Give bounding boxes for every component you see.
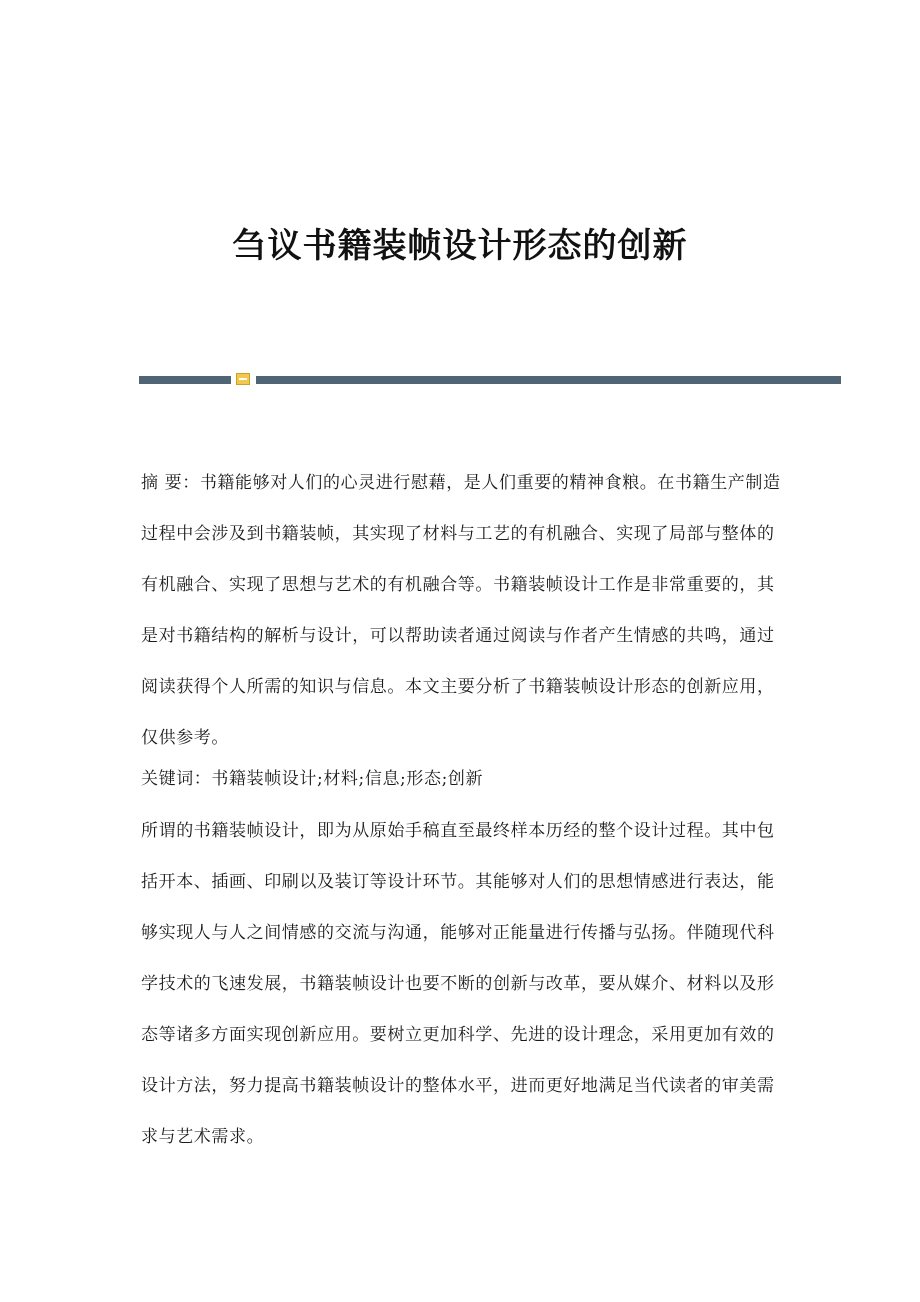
divider-bar-right <box>256 376 841 384</box>
title-divider <box>139 372 841 386</box>
abstract-text: 书籍能够对人们的心灵进行慰藉，是人们重要的精神食粮。在书籍生产制造过程中会涉及到书籍装帧，其实现了材料与工艺的有机融合、实现了局部与整体的有机融合、实现了思想与艺术的有机融合等。书籍装帧设计工作是非常重要的，其是对书籍结构的解析与设计，可以帮助读者通过阅读与作者产生情感的共鸣，通过阅读获得个人所需的知识与信息。本文主要分析了书籍装帧设计形态的创新应用，仅供参考。 <box>141 473 781 748</box>
divider-badge-icon <box>236 373 250 385</box>
abstract-paragraph <box>141 458 791 764</box>
document-title: 刍议书籍装帧设计形态的创新 <box>232 226 688 266</box>
divider-bar-left <box>139 376 231 384</box>
keywords-paragraph <box>141 754 791 805</box>
keywords-label: 关键词： <box>141 769 212 789</box>
keywords-text: 书籍装帧设计;材料;信息;形态;创新 <box>211 769 484 789</box>
abstract-label: 摘 要： <box>141 473 200 493</box>
body-paragraph: 所谓的书籍装帧设计，即为从原始手稿直至最终样本历经的整个设计过程。其中包括开本、插画、印刷以及装订等设计环节。其能够对人们的思想情感进行表达，能够实现人与人之间情感的交流与沟通，能够对正能量进行传播与弘扬。伴随现代科学技术的飞速发展，书籍装帧设计也要不断的创新与改革，要从媒介、材料以及形态等诸多方面实现创新应用。要树立更加科学、先进的设计理念，采用更加有效的设计方法，努力提高书籍装帧设计的整体水平，进而更好地满足当代读者的审美需求与艺术需求。 <box>141 821 775 1147</box>
